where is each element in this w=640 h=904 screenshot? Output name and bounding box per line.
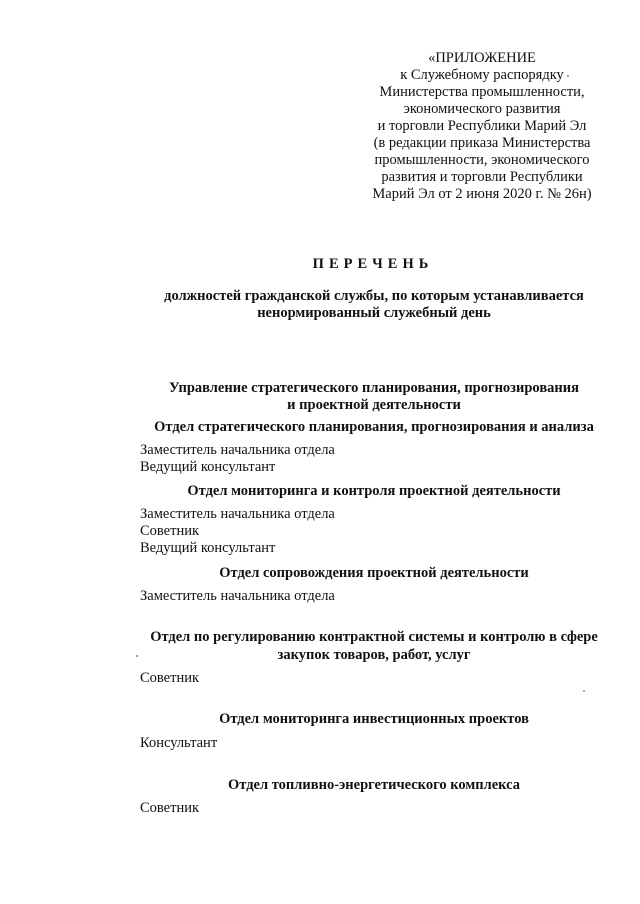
subtitle-line: ненормированный служебный день	[257, 305, 491, 321]
department-heading: Отдел стратегического планирования, прогнозирования и анализа	[154, 419, 594, 435]
scan-speck	[567, 75, 569, 77]
position-item: Советник	[140, 800, 200, 816]
management-line: и проектной деятельности	[287, 397, 461, 413]
appendix-line: экономического развития	[403, 101, 561, 117]
department-heading: Отдел мониторинга инвестиционных проектов	[219, 711, 529, 727]
scan-speck	[583, 690, 585, 692]
position-item: Консультант	[140, 735, 218, 751]
department-heading: Отдел сопровождения проектной деятельности	[219, 565, 529, 581]
appendix-line: Марий Эл от 2 июня 2020 г. № 26н)	[372, 186, 592, 202]
position-item: Ведущий консультант	[140, 459, 276, 475]
position-item: Заместитель начальника отдела	[140, 506, 335, 522]
department-heading: Отдел топливно-энергетического комплекса	[228, 777, 520, 793]
management-heading	[140, 380, 608, 414]
management-line: Управление стратегического планирования, прогнозирования	[169, 380, 579, 396]
position-item: Ведущий консультант	[140, 540, 276, 556]
appendix-line: к Служебному распорядку	[400, 67, 564, 83]
department-heading	[140, 629, 608, 665]
document-subtitle	[140, 288, 608, 322]
appendix-line: развития и торговли Республики	[381, 169, 583, 185]
document-title: ПЕРЕЧЕНЬ	[312, 256, 434, 272]
position-item: Советник	[140, 670, 200, 686]
appendix-line: Министерства промышленности,	[379, 84, 585, 100]
scan-speck	[136, 655, 138, 657]
position-item: Советник	[140, 523, 200, 539]
department-heading-line: закупок товаров, работ, услуг	[277, 647, 471, 663]
appendix-header	[356, 50, 608, 203]
subtitle-line: должностей гражданской службы, по которым устанавливается	[164, 288, 584, 304]
position-item: Заместитель начальника отдела	[140, 442, 335, 458]
appendix-line: промышленности, экономического	[374, 152, 590, 168]
position-item: Заместитель начальника отдела	[140, 588, 335, 604]
department-heading: Отдел мониторинга и контроля проектной деятельности	[187, 483, 561, 499]
department-heading-line: Отдел по регулированию контрактной системы и контролю в сфере	[150, 629, 598, 645]
appendix-line: и торговли Республики Марий Эл	[377, 118, 587, 134]
appendix-line: (в редакции приказа Министерства	[373, 135, 591, 151]
appendix-line: «ПРИЛОЖЕНИЕ	[428, 50, 536, 66]
